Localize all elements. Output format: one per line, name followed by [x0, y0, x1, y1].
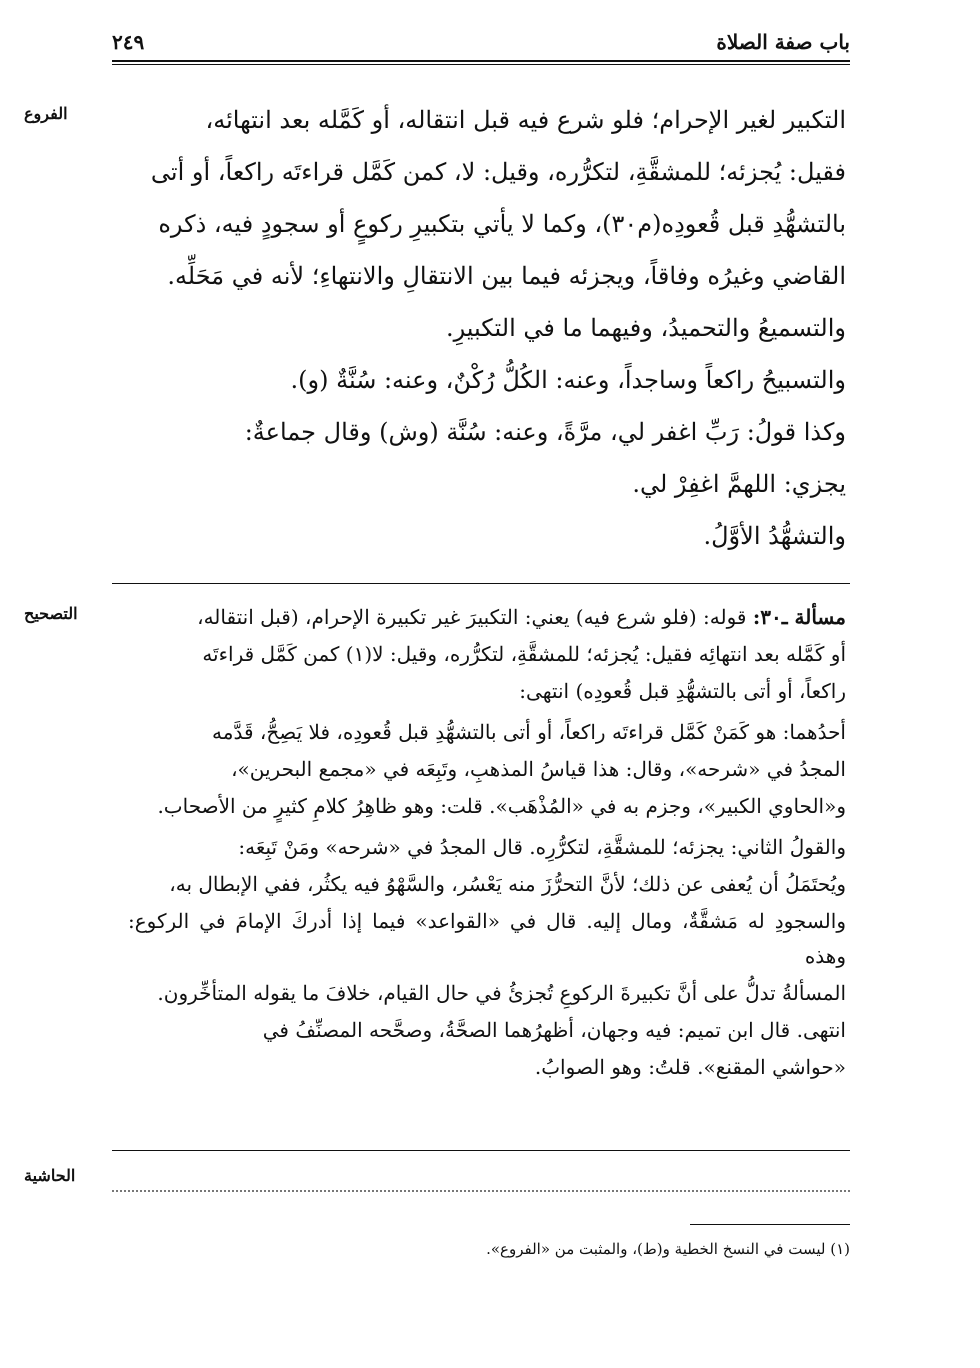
section-divider — [112, 583, 850, 584]
tashih-line: المجدُ في «شرحه»، وقال: هذا قياسُ المذهبِ، وتَبِعَه في «مجمع البحرين»، — [231, 757, 846, 781]
tashih-line: والسجودِ له مَشقَّةٌ، ومال إليه. قال في «القواعد» فيما إذا أدركَ الإمامَ في الركوع: وهذه — [128, 909, 846, 968]
furu-line: يجزي: اللهمَّ اغفِرْ لي. — [632, 470, 846, 498]
masala-heading: مسألة ـ٣٠: — [752, 605, 846, 629]
tashih-line: و«الحاوي الكبير»، وجزم به في «المُذْهَب». قلت: وهو ظاهِرُ كلامِ كثيرٍ من الأصحاب. — [157, 794, 846, 818]
label-hashiya: الحاشية — [24, 1166, 76, 1185]
tashih-line: والقولُ الثاني: يجزئه؛ للمشقَّةِ، لتكرُّرِه. قال المجدُ في «شرحه» ومَنْ تَبِعَه: — [238, 835, 846, 859]
tashih-line: راكعاً، أو أتى بالتشهُّدِ قبل قُعودِه) انتهى: — [519, 679, 846, 703]
tashih-text — [128, 600, 846, 1087]
page-header — [112, 30, 850, 66]
tashih-line: ويُحتَمَلُ أن يُعفى عن ذلك؛ لأنَّ التحرُّزَ منه يَعْسُر، والسَّهْوُ فيه يكثُر، ففي الإبطال به، — [169, 872, 846, 896]
footnote-rule — [690, 1224, 850, 1225]
furu-line: التكبير لغير الإحرام؛ فلو شرع فيه قبل انتقاله، أو كَمَّله بعد انتهائه، — [205, 106, 846, 134]
furu-line: والتشهُّدُ الأوَّلُ. — [703, 522, 846, 550]
tashih-line: انتهى. قال ابن تميم: فيه وجهان، أظهرُهما الصحَّةُ، وصحَّحه المصنِّفُ في — [262, 1018, 846, 1042]
page-number: ٢٤٩ — [112, 30, 145, 54]
furu-line: فقيل: يُجزئه؛ للمشقَّةِ، لتكرُّره، وقيل: لا، كمن كَمَّل قراءتَه راكعاً، أو أتى — [150, 158, 846, 186]
tashih-line: أحدُهما: هو كَمَنْ كَمَّل قراءتَه راكعاً، أو أتى بالتشهُّدِ قبل قُعودِه، فلا يَصِحُّ، قَدَّمه — [212, 720, 846, 744]
furu-line: بالتشهُّدِ قبل قُعودِه(م٣٠)، وكما لا يأتي بتكبيرِ ركوعٍ أو سجودٍ فيه، ذكره — [158, 210, 846, 238]
chapter-title: باب صفة الصلاة — [716, 30, 850, 54]
tashih-line: «حواشي المقنع». قلتُ: وهو الصوابُ. — [534, 1055, 846, 1079]
section-divider — [112, 1150, 850, 1151]
tashih-line-text: قوله: (فلو شرع فيه) يعني: التكبيرَ غير تكبيرة الإحرام، (قبل انتقاله، — [197, 605, 747, 629]
header-rule-thin — [112, 64, 850, 65]
furu-line: والتسبيحُ راكعاً وساجداً، وعنه: الكُلُّ رُكْنٌ، وعنه: سُنَّةٌ (و). — [290, 366, 846, 394]
label-tashih: التصحيح — [24, 604, 78, 623]
label-furu: الفروع — [24, 104, 68, 123]
furu-line: والتسميعُ والتحميدُ، وفيهما ما في التكبيرِ. — [445, 314, 846, 342]
furu-line: وكذا قولُ: رَبِّ اغفر لي، مرَّةً، وعنه: سُنَّة (وش) وقال جماعةٌ: — [244, 418, 846, 446]
furu-text — [128, 94, 846, 562]
tashih-line: أو كَمَّله بعد انتهائِه فقيل: يُجزئه؛ للمشقَّةِ، لتكرُّره، وقيل: لا(١) كمن كَمَّل قراءتَه — [202, 642, 846, 666]
furu-line: القاضي وغيرُه وفاقاً، ويجزئه فيما بين الانتقالِ والانتهاءِ؛ لأنه في مَحَلِّه. — [167, 262, 846, 290]
hashiya-dotted-line — [112, 1190, 850, 1192]
tashih-line: المسألةُ تدلُّ على أنَّ تكبيرةَ الركوعِ تُجزئُ في حال القيام، خلافَ ما يقوله المتأخِّرون. — [157, 981, 846, 1005]
header-rule — [112, 60, 850, 62]
tashih-line — [128, 600, 846, 635]
footnote: (١) ليست في النسخ الخطية و(ط)، والمثبت من «الفروع». — [486, 1240, 850, 1258]
